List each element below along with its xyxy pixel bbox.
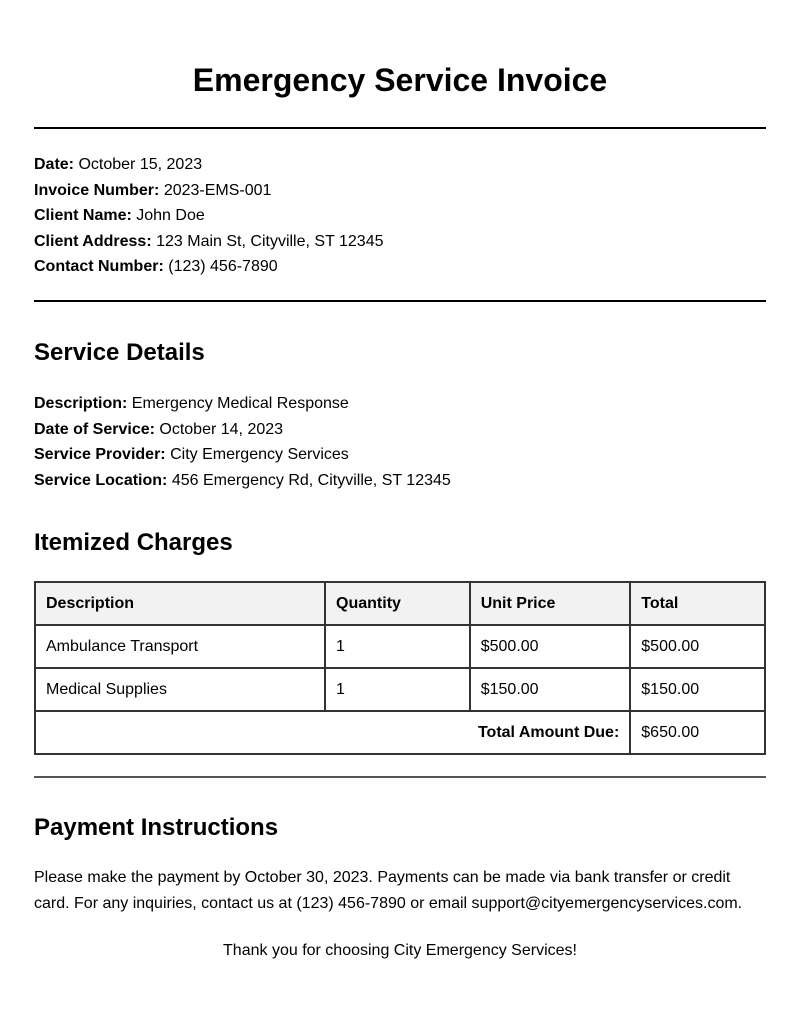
service-date (34, 417, 766, 443)
info-label: Date of Service: (34, 420, 155, 438)
payment-instructions-heading: Payment Instructions (34, 814, 279, 842)
total-row (35, 711, 765, 754)
table-cell: $150.00 (470, 668, 631, 711)
info-client-address (34, 229, 766, 255)
info-value: City Emergency Services (170, 446, 349, 464)
table-cell: Ambulance Transport (35, 625, 325, 668)
service-description (34, 391, 766, 417)
divider (34, 127, 766, 129)
total-value: $650.00 (630, 711, 765, 754)
page-title: Emergency Service Invoice (192, 62, 608, 98)
info-contact-number (34, 254, 766, 280)
info-value: 123 Main St, Cityville, ST 12345 (156, 232, 384, 250)
table-cell: $150.00 (630, 668, 765, 711)
service-provider (34, 442, 766, 468)
table-cell: $500.00 (470, 625, 631, 668)
total-label: Total Amount Due: (35, 711, 630, 754)
table-cell: $500.00 (630, 625, 765, 668)
service-location (34, 468, 766, 494)
info-label: Description: (34, 394, 128, 412)
info-label: Service Provider: (34, 446, 166, 464)
invoice-info (34, 152, 766, 280)
info-value: 2023-EMS-001 (163, 181, 272, 199)
info-client-name (34, 203, 766, 229)
info-date (34, 152, 766, 178)
divider (34, 300, 766, 302)
info-value: October 14, 2023 (159, 420, 284, 438)
column-header: Total (630, 582, 765, 625)
info-label: Client Name: (34, 207, 132, 225)
column-header: Quantity (325, 582, 470, 625)
info-value: Emergency Medical Response (131, 394, 349, 412)
info-label: Date: (34, 156, 75, 173)
info-label: Client Address: (34, 232, 152, 250)
payment-text: Please make the payment by October 30, 2023. Payments can be made via bank transfer or credit card. For any inquiries, contact us at (123) 456-7890 or email support@cityemergencyservices.com. (34, 869, 743, 912)
table-cell: 1 (325, 668, 470, 711)
column-header: Description (35, 582, 325, 625)
info-value: 456 Emergency Rd, Cityville, ST 12345 (171, 471, 451, 489)
service-details (34, 391, 766, 493)
info-label: Contact Number: (34, 258, 164, 276)
charges-table (34, 581, 766, 755)
info-label: Invoice Number: (34, 181, 160, 199)
info-invoice-number (34, 178, 766, 204)
divider (34, 776, 766, 778)
table-cell: 1 (325, 625, 470, 668)
info-value: October 15, 2023 (78, 156, 203, 173)
info-value: (123) 456-7890 (168, 258, 278, 276)
info-value: John Doe (136, 207, 205, 225)
thank-you-note: Thank you for choosing City Emergency Services! (223, 941, 577, 959)
info-label: Service Location: (34, 471, 168, 489)
table-header-row (35, 582, 765, 625)
table-row (35, 625, 765, 668)
itemized-charges-heading: Itemized Charges (34, 529, 233, 557)
table-row (35, 668, 765, 711)
service-details-heading: Service Details (34, 338, 205, 366)
column-header: Unit Price (470, 582, 631, 625)
table-cell: Medical Supplies (35, 668, 325, 711)
